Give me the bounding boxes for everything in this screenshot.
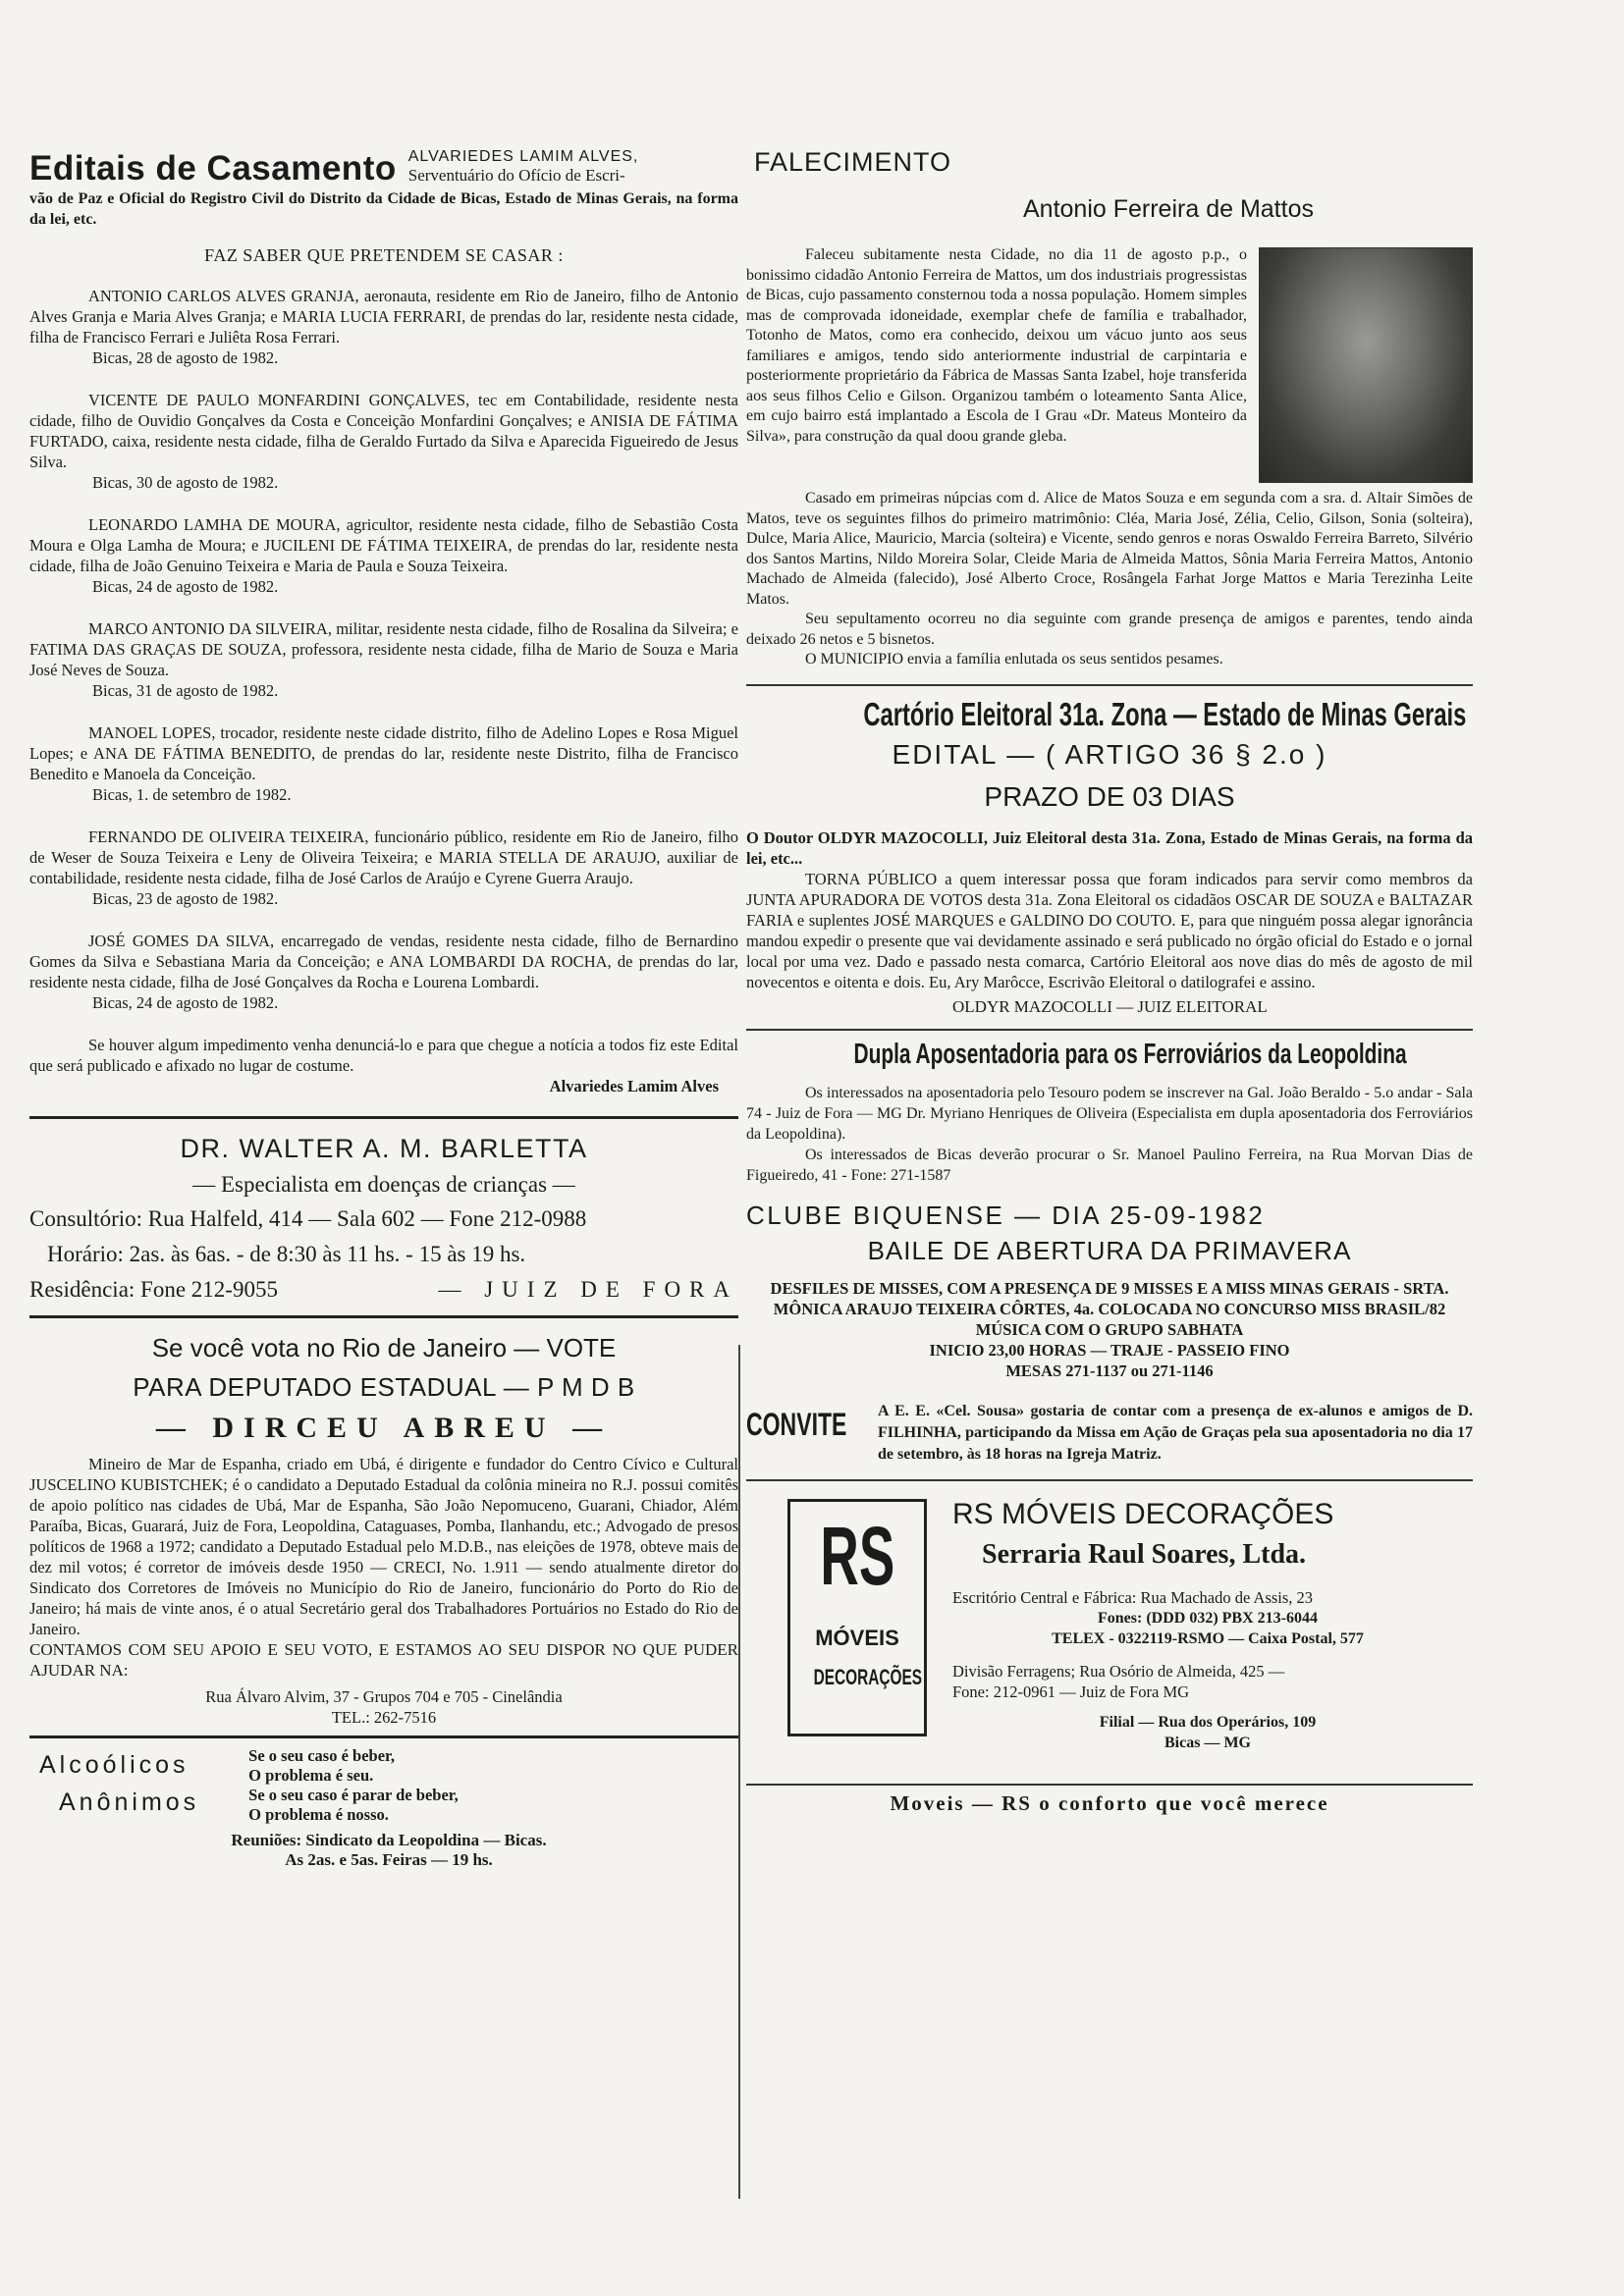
left-column [29,147,738,1870]
casamento-entry: JOSÉ GOMES DA SILVA, encarregado de vendas, residente nesta cidade, filho de Bernardino Gomes da Silva e Sebastiana Maria da Conceição; e ANA LOMBARDI DA ROCHA, de prendas do lar, residente nesta cidade, filha de José Gonçalves da Rocha e Lourena Lombardi. [29,932,738,991]
falecimento-p4: O MUNICIPIO envia a família enlutada os seus sentidos pesames. [805,651,1223,667]
casamento-section [29,147,738,1096]
casamento-entry-date: Bicas, 31 de agosto de 1982. [92,681,279,700]
clube-musica: MÚSICA COM O GRUPO SABHATA [975,1319,1244,1339]
rs-logo-big: RS [820,1509,894,1602]
casamento-head-line1: ALVARIEDES LAMIM ALVES, [407,148,639,165]
casamento-entry-date: Bicas, 23 de agosto de 1982. [92,889,279,908]
falecimento-title: FALECIMENTO [754,147,952,177]
dirceu-line1: Se você vota no Rio de Janeiro — VOTE [151,1333,617,1362]
cartorio-section [746,686,1473,1017]
alcoolicos-dias: As 2as. e 5as. Feiras — 19 hs. [285,1850,493,1869]
clube-mesas: MESAS 271-1137 ou 271-1146 [1005,1361,1214,1380]
alcoolicos-reunioes: Reuniões: Sindicato da Leopoldina — Bicas. [231,1831,547,1849]
barletta-residencia: Residência: Fone 212-9055 [29,1277,278,1302]
divider [746,1784,1473,1786]
casamento-entry-date: Bicas, 1. de setembro de 1982. [92,785,292,804]
clube-line1: CLUBE BIQUENSE — DIA 25-09-1982 [746,1200,1266,1230]
barletta-name: DR. WALTER A. M. BARLETTA [180,1134,588,1163]
casamento-head-line2: Serventuário do Ofício de Escri- [407,166,625,185]
faz-saber: FAZ SABER QUE PRETENDEM SE CASAR : [204,245,564,265]
cartorio-sign: OLDYR MAZOCOLLI — JUIZ ELEITORAL [952,996,1268,1016]
casamento-closing: Se houver algum impedimento venha denunciá-lo e para que chegue a notícia a todos fiz este Edital que será publicado e afixado no lugar de costume. [29,1036,738,1075]
dupla-title: Dupla Aposentadoria para os Ferroviários da Leopoldina [853,1038,1407,1070]
rs-logo [787,1499,927,1736]
rs-line: Filial — Rua dos Operários, 109 [1099,1713,1317,1731]
casamento-head-rest: vão de Paz e Oficial do Registro Civil do Distrito da Cidade de Bicas, Estado de Minas Gerais, na forma da lei, etc. [29,190,738,228]
dupla-section [746,1031,1473,1186]
portrait-photo [1259,247,1473,483]
dupla-p2: Os interessados de Bicas deverão procurar o Sr. Manoel Paulino Ferreira, na Rua Morvan Dias de Figueiredo, 41 - Fone: 271-1587 [746,1146,1473,1184]
casamento-entries [29,286,738,1013]
casamento-title: Editais de Casamento [29,149,397,187]
casamento-entry: VICENTE DE PAULO MONFARDINI GONÇALVES, tec em Contabilidade, residente nesta cidade, filho de Ouvidio Gonçalves da Costa e Conceição Monfardini Gonçalves; e ANISIA DE FÁTIMA FURTADO, caixa, residente nesta cidade, filha de Geraldo Furtado da Silva e Aparecida Figueiredo de Jesus Silva. [29,391,738,471]
falecimento-p1: Faleceu subitamente nesta Cidade, no dia 11 de agosto p.p., o bonissimo cidadão Antonio Ferreira de Mattos, um dos industriais progressistas de Bicas, cujo passamento consternou toda a nossa população. Homem simples mas de comprovada idoneidade, exemplar chefe de família e trabalhador, Totonho de Matos, como era conhecido, deixou um vácuo junto aos seus familiares e amigos, tendo sido anteriormente industrial de carpintaria e posteriormente proprietário da Fábrica de Massas Santa Izabel, hoje transferida aos seus filhos Celio e Gilson. Organizou também o loteamento Santa Alice, em cujo bairro está implantado a Escola de I Grau «Dr. Mateus Monteiro da Silva», para construção da qual doou grande gleba. [746,246,1247,445]
barletta-city: — JUIZ DE FORA [438,1277,738,1302]
right-column [746,147,1473,1816]
casamento-entry-date: Bicas, 30 de agosto de 1982. [92,473,279,492]
cartorio-title: Cartório Eleitoral 31a. Zona — Estado de Minas Gerais [863,695,1467,732]
falecimento-p3: Seu sepultamento ocorreu no dia seguinte com grande presença de amigos e parentes, tendo ainda deixado 26 netos e 5 bisnetos. [746,611,1473,648]
cartorio-p1: O Doutor OLDYR MAZOCOLLI, Juiz Eleitoral desta 31a. Zona, Estado de Minas Gerais, na forma da lei, etc... [746,828,1473,868]
casamento-entry-date: Bicas, 28 de agosto de 1982. [92,348,279,367]
casamento-entry: LEONARDO LAMHA DE MOURA, agricultor, residente nesta cidade, filho de Sebastião Costa Moura e Olga Lamha de Moura; e JUCILENI DE FÁTIMA TEIXEIRA, de prendas do lar, residente nesta cidade, filha de João Genuino Teixeira e Maria de Paula e Souza Teixeira. [29,515,738,575]
barletta-specialty: — Especialista em doenças de crianças — [192,1172,575,1197]
barletta-horario: Horário: 2as. às 6as. - de 8:30 às 11 hs. - 15 às 19 hs. [47,1242,526,1266]
casamento-entry: FERNANDO DE OLIVEIRA TEIXEIRA, funcionário público, residente em Rio de Janeiro, filho de Weser de Souza Teixeira e Leny de Oliveira Teixeira; e MARIA STELLA DE ARAUJO, auxiliar de contabilidade, residente nesta cidade, filha de José Carlos de Araújo e Cyrene Guerra Araujo. [29,828,738,887]
falecimento-section [746,147,1473,670]
alcoolicos-line: Se o seu caso é parar de beber, [248,1786,459,1804]
cartorio-edital: EDITAL — ( ARTIGO 36 § 2.o ) [892,738,1327,770]
divider [746,1479,1473,1481]
dirceu-contamos: CONTAMOS COM SEU APOIO E SEU VOTO, E ESTAMOS AO SEU DISPOR NO QUE PUDER AJUDAR NA: [29,1640,738,1680]
clube-section [746,1186,1473,1381]
rs-line: Escritório Central e Fábrica: Rua Machado de Assis, 23 [952,1587,1314,1607]
dirceu-name: — DIRCEU ABREU — [155,1412,613,1444]
rs-logo-moveis: MÓVEIS [815,1625,899,1650]
rs-ad [746,1489,1473,1784]
alcoolicos-line: Se o seu caso é beber, [248,1746,395,1765]
rs-logo-decor: DECORAÇÕES [813,1664,923,1689]
casamento-entry-date: Bicas, 24 de agosto de 1982. [92,577,279,596]
clube-desc: DESFILES DE MISSES, COM A PRESENÇA DE 9 MISSES E A MISS MINAS GERAIS - SRTA. MÔNICA ARAUJO TEIXEIRA CÔRTES, 4a. COLOCADA NO CONCURSO MISS BRASIL/82 [770,1278,1449,1318]
alcoolicos-title1: Alcoólicos [39,1751,189,1779]
casamento-entry: MANOEL LOPES, trocador, residente neste cidade distrito, filho de Adelino Lopes e Rosa Miguel Lopes; e ANA DE FÁTIMA BENEDITO, de prendas do lar, residente neste Distrito, filha de Francisco Benedito e Manoela da Conceição. [29,723,738,783]
clube-inicio: INICIO 23,00 HORAS — TRAJE - PASSEIO FINO [929,1340,1290,1360]
casamento-entry: MARCO ANTONIO DA SILVEIRA, militar, residente nesta cidade, filho de Rosalina da Silveira; e FATIMA DAS GRAÇAS DE SOUZA, professora, residente nesta cidade, filha de Mario de Souza e Maria José Neves de Souza. [29,619,738,679]
alcoolicos-line: O problema é nosso. [248,1805,389,1824]
dirceu-address: Rua Álvaro Alvim, 37 - Grupos 704 e 705 - Cinelândia [205,1687,563,1706]
falecimento-p2: Casado em primeiras núpcias com d. Alice de Matos Souza e em segunda com a sra. d. Altair Simões de Matos, teve os seguintes filhos do primeiro matrimônio: Cléa, Maria José, Zélia, Celio, Gilson, Sonia (solteira), Dulce, Maria Alice, Mauricio, Marcia (solteira) e Vicente, sendo genros e noras Oswaldo Ferreira Barreto, Silvério dos Santos Martins, Nildo Moreira Solar, Cleide Maria de Almeida Mattos, Sônia Maria Ferreira Mattos, Antonio Machado de Almeida (falecido), José Alberto Croce, Rosângela Farhat Jorge Mattos e Maria Terezinha Leite Matos. [746,490,1473,608]
column-divider [738,1345,740,2199]
dupla-p1: Os interessados na aposentadoria pelo Tesouro podem se inscrever na Gal. João Beraldo - 5.o andar - Sala 74 - Juiz de Fora — MG Dr. Myriano Henriques de Oliveira (Especialista em dupla aposentadoria dos Ferroviários da Leopoldina). [746,1084,1473,1143]
convite-section [746,1401,1473,1466]
casamento-entry-date: Bicas, 24 de agosto de 1982. [92,993,279,1012]
rs-slogan: Moveis — RS o conforto que você merece [890,1790,1329,1815]
rs-serraria: Serraria Raul Soares, Ltda. [982,1538,1307,1570]
rs-line: TELEX - 0322119-RSMO — Caixa Postal, 577 [1052,1629,1364,1647]
clube-line2: BAILE DE ABERTURA DA PRIMAVERA [867,1235,1352,1265]
barletta-consultorio: Consultório: Rua Halfeld, 414 — Sala 602 — Fone 212-0988 [29,1206,587,1231]
dirceu-tel: TEL.: 262-7516 [331,1708,437,1727]
rs-line: Bicas — MG [1164,1734,1251,1751]
alcoolicos-ad [29,1738,738,1870]
cartorio-prazo: PRAZO DE 03 DIAS [984,780,1235,812]
casamento-entry: ANTONIO CARLOS ALVES GRANJA, aeronauta, residente em Rio de Janeiro, filho de Antonio Alves Granja e Maria Alves Granja; e MARIA LUCIA FERRARI, de prendas do lar, residente nesta cidade, filha de Francisco Ferrari e Juliêta Rosa Ferrari. [29,287,738,347]
dirceu-line2: PARA DEPUTADO ESTADUAL — P M D B [133,1372,635,1402]
alcoolicos-title2: Anônimos [59,1789,200,1816]
dirceu-body: Mineiro de Mar de Espanha, criado em Ubá, é dirigente e fundador do Centro Cívico e Cultural JUSCELINO KUBISTCHEK; é o candidato a Deputado Estadual da colônia mineira no R.J. possui comitês de apoio político nas cidades de Ubá, Mar de Espanha, São João Nepomuceno, Guarani, Chiador, Além Paraíba, Bicas, Guarará, Juiz de Fora, Leopoldina, Cataguases, Pomba, Ilanhandu, etc.; Advogado de presos políticos de 1968 a 1972; candidato a Deputado Estadual pelo M.D.B., nas eleições de 1978, obteve mais de dez mil votos; é corretor de imóveis desde 1950 — CRECI, No. 1.911 — sendo atualmente diretor do Sindicato dos Corretores de Imóveis no Município do Rio de Janeiro, funcionário do Porto do Rio de Janeiro; há mais de vinte anos, é o atual Secretário geral dos Trabalhadores Portuários no Estado do Rio de Janeiro. [29,1455,738,1638]
rs-line: Fones: (DDD 032) PBX 213-6044 [1098,1609,1318,1627]
falecimento-name: Antonio Ferreira de Mattos [1023,195,1314,223]
convite-label: CONVITE [746,1406,847,1442]
barletta-ad [29,1119,738,1315]
casamento-signature: Alvariedes Lamim Alves [549,1077,719,1095]
rs-title: RS MÓVEIS DECORAÇÕES [952,1497,1334,1530]
rs-line: Fone: 212-0961 — Juiz de Fora MG [952,1682,1190,1701]
cartorio-p2: TORNA PÚBLICO a quem interessar possa que foram indicados para servir como membros da JUNTA APURADORA DE VOTOS desta 31a. Zona Eleitoral os cidadãos OSCAR DE SOUZA e BALTAZAR FARIA e suplentes JOSÉ MARQUES e GALDINO DO COUTO. E, para que ninguém possa alegar ignorância mandou expedir o presente que vai devidamente assinado e será publicado no órgão oficial do Estado e o jornal local por uma vez. Dado e passado nesta comarca, Cartório Eleitoral aos nove dias do mês de agosto de mil novecentos e oitenta e dois. Eu, Ary Marôcce, Escrivão Eleitoral o datilografei e assino. [746,869,1473,991]
rs-line: Divisão Ferragens; Rua Osório de Almeida, 425 — [952,1661,1285,1681]
dirceu-ad [29,1318,738,1735]
convite-text: A E. E. «Cel. Sousa» gostaria de contar com a presença de ex-alunos e amigos de D. FILHINHA, participando da Missa em Ação de Graças pela sua aposentadoria no dia 17 de setembro, às 18 horas na Igreja Matriz. [878,1402,1473,1463]
alcoolicos-line: O problema é seu. [248,1766,374,1785]
